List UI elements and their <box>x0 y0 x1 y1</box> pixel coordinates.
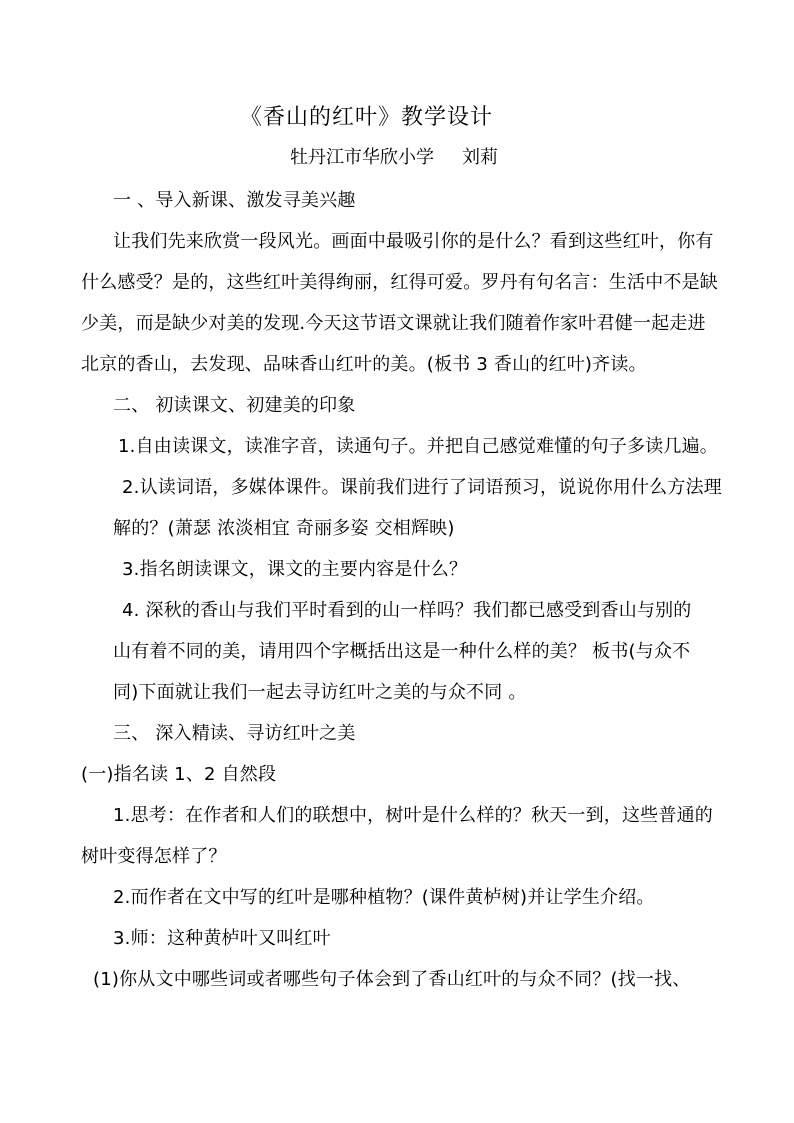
author-name: 刘莉 <box>462 147 498 168</box>
subsection-heading: (一)指名读 1、2 自然段 <box>81 764 277 785</box>
section-heading-2: 二、 初读课文、初建美的印象 <box>113 395 356 416</box>
paragraph-line: 让我们先来欣赏一段风光。画面中最吸引你的是什么？看到这些红叶，你有 <box>113 231 714 252</box>
list-item: 3.指名朗读课文，课文的主要内容是什么？ <box>122 559 468 580</box>
list-item: 2.认读词语，多媒体课件。课前我们进行了词语预习，说说你用什么方法理 <box>122 477 722 498</box>
list-item: 1.思考：在作者和人们的联想中，树叶是什么样的？秋天一到，这些普通的 <box>113 805 713 826</box>
list-item: (1)你从文中哪些词或者哪些句子体会到了香山红叶的与众不同？(找一找、 <box>93 969 691 990</box>
list-item: 1.自由读课文，读准字音，读通句子。并把自己感觉难懂的句子多读几遍。 <box>118 436 718 457</box>
list-item: 2.而作者在文中写的红叶是哪种植物？(课件黄栌树)并让学生介绍。 <box>113 887 655 908</box>
list-item: 3.师：这种黄栌叶又叫红叶 <box>113 928 331 949</box>
paragraph-line: 树叶变得怎样了？ <box>81 846 227 867</box>
paragraph-line: 山有着不同的美，请用四个字概括出这是一种什么样的美？ 板书(与众不 <box>113 641 691 662</box>
document-title: 《香山的红叶》教学设计 <box>240 105 494 130</box>
school-name: 牡丹江市华欣小学 <box>290 147 434 168</box>
section-heading-3: 三、 深入精读、寻访红叶之美 <box>113 723 356 744</box>
paragraph-line: 少美，而是缺少对美的发现.今天这节语文课就让我们随着作家叶君健一起走进 <box>81 313 706 334</box>
paragraph-line: 解的？(萧瑟 浓淡相宜 奇丽多姿 交相辉映) <box>113 518 455 539</box>
paragraph-line: 北京的香山，去发现、品味香山红叶的美。(板书 3 香山的红叶)齐读。 <box>81 354 647 375</box>
paragraph-line: 什么感受？是的，这些红叶美得绚丽，红得可爱。罗丹有句名言：生活中不是缺 <box>81 272 718 293</box>
list-item: 4. 深秋的香山与我们平时看到的山一样吗？我们都已感受到香山与别的 <box>122 600 692 621</box>
section-heading-1: 一 、导入新课、激发寻美兴趣 <box>113 190 356 211</box>
author-line <box>290 146 498 170</box>
paragraph-line: 同)下面就让我们一起去寻访红叶之美的与众不同 。 <box>113 682 527 703</box>
